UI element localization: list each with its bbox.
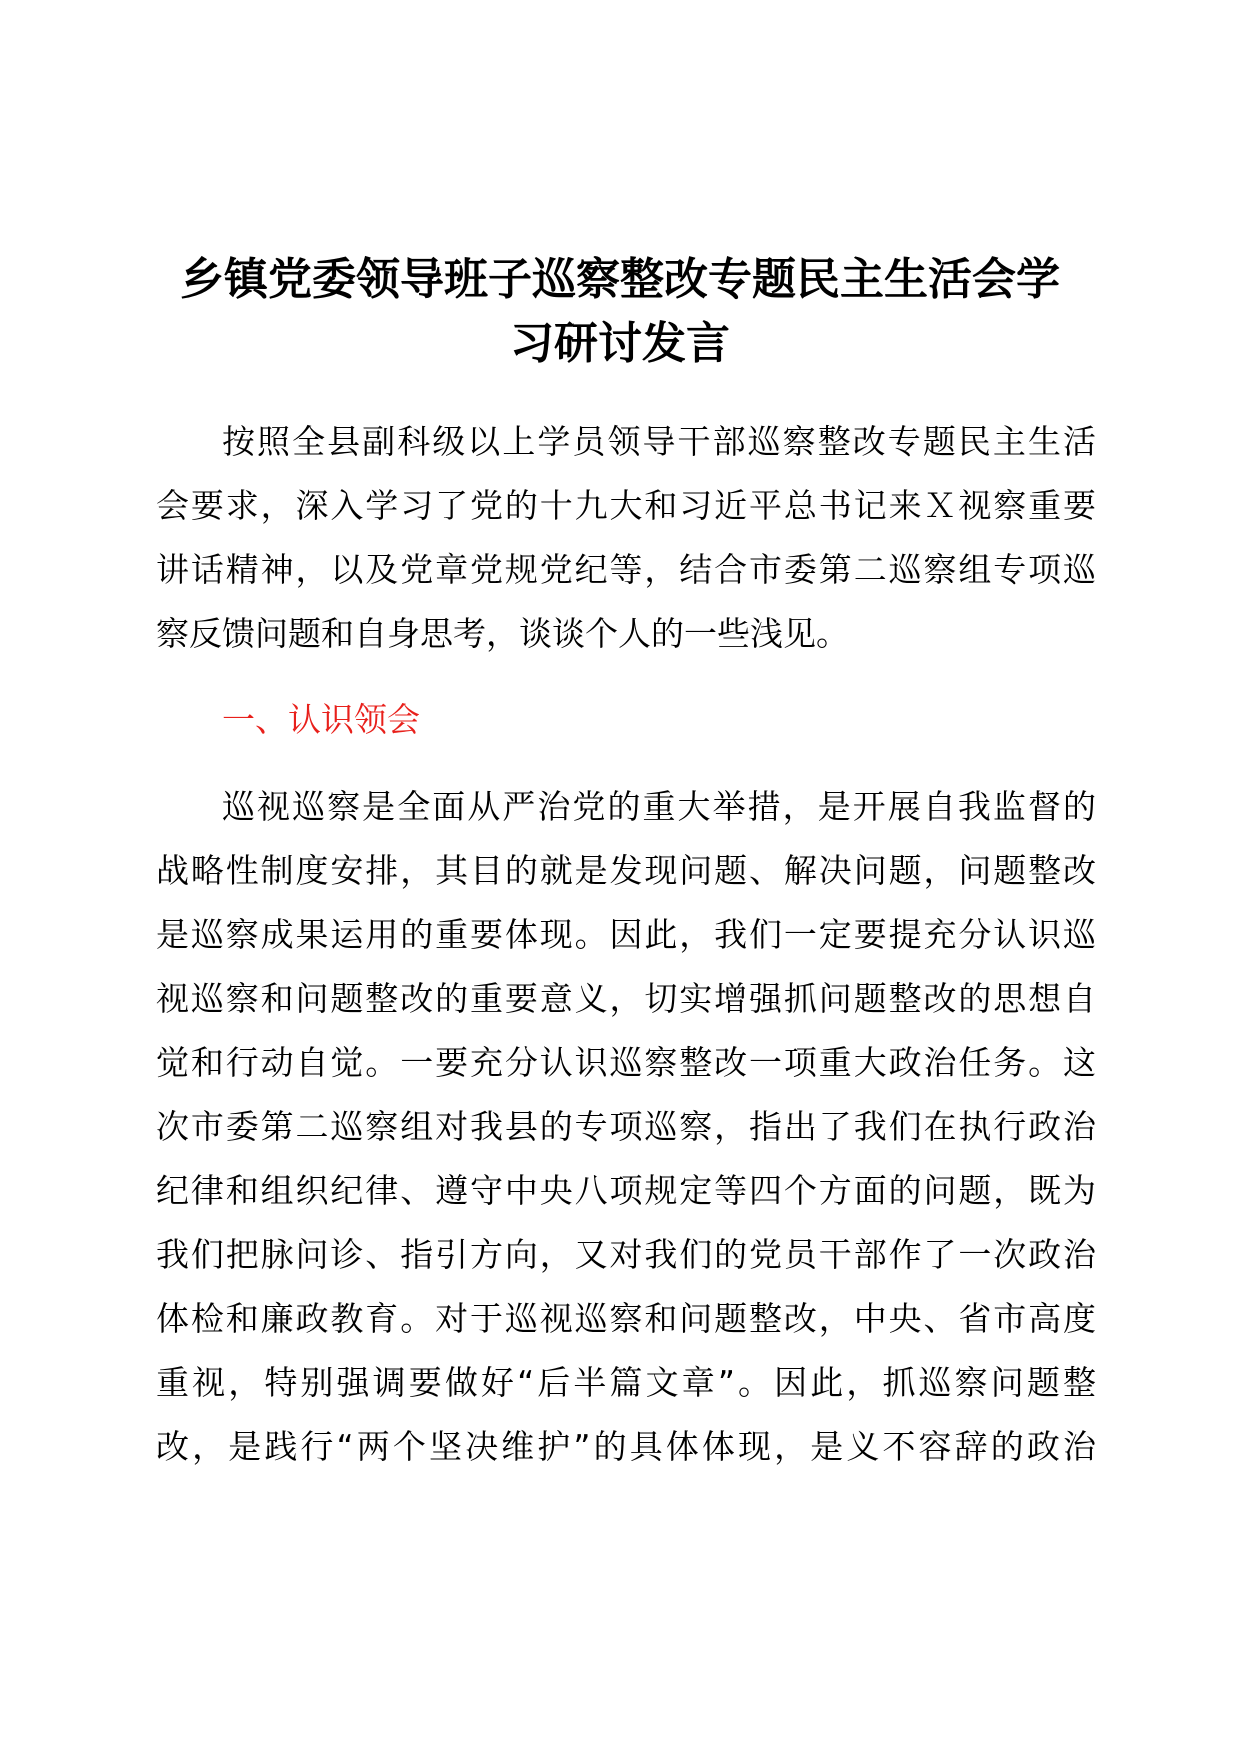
paragraph-line: 重视，特别强调要做好“后半篇文章”。因此，抓巡察问题整 xyxy=(156,1363,1096,1402)
title-line: 习研讨发言 xyxy=(510,318,730,369)
paragraph-line: 巡视巡察是全面从严治党的重大举措，是开展自我监督的 xyxy=(222,787,1096,826)
section-heading: 一、认识领会 xyxy=(222,700,420,739)
document-title xyxy=(140,248,1100,376)
paragraph-line: 次市委第二巡察组对我县的专项巡察，指出了我们在执行政治 xyxy=(156,1107,1096,1146)
paragraph-line: 讲话精神，以及党章党规党纪等，结合市委第二巡察组专项巡 xyxy=(156,550,1096,589)
paragraph-line: 我们把脉问诊、指引方向，又对我们的党员干部作了一次政治 xyxy=(156,1235,1096,1274)
paragraph-line: 察反馈问题和自身思考，谈谈个人的一些浅见。 xyxy=(156,614,849,653)
paragraph-line: 是巡察成果运用的重要体现。因此，我们一定要提充分认识巡 xyxy=(156,915,1096,954)
paragraph-line: 战略性制度安排，其目的就是发现问题、解决问题，问题整改 xyxy=(156,851,1096,890)
title-line: 乡镇党委领导班子巡察整改专题民主生活会学 xyxy=(180,254,1060,305)
paragraph-line: 纪律和组织纪律、遵守中央八项规定等四个方面的问题，既为 xyxy=(156,1171,1096,1210)
paragraph-line: 觉和行动自觉。一要充分认识巡察整改一项重大政治任务。这 xyxy=(156,1043,1096,1082)
paragraph-line: 会要求，深入学习了党的十九大和习近平总书记来Ｘ视察重要 xyxy=(156,486,1096,525)
paragraph-line: 体检和廉政教育。对于巡视巡察和问题整改，中央、省市高度 xyxy=(156,1299,1096,1338)
intro-paragraph xyxy=(156,410,1096,666)
paragraph-line: 视巡察和问题整改的重要意义，切实增强抓问题整改的思想自 xyxy=(156,979,1096,1018)
paragraph-line: 改，是践行“两个坚决维护”的具体体现，是义不容辞的政治 xyxy=(156,1427,1096,1466)
paragraph-line: 按照全县副科级以上学员领导干部巡察整改专题民主生活 xyxy=(222,422,1096,461)
section-paragraph xyxy=(156,775,1096,1479)
